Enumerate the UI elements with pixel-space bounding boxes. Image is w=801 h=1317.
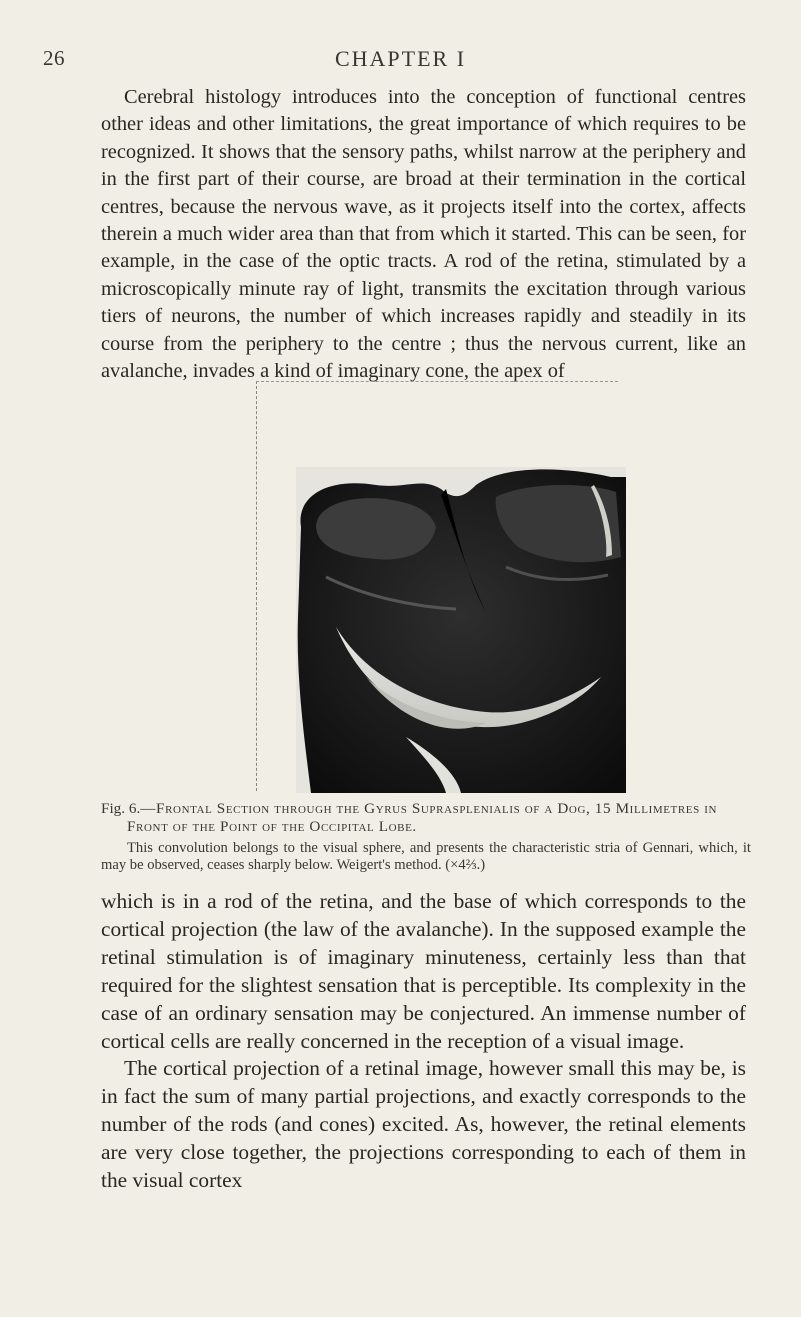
paragraph-2-3 (101, 888, 746, 1308)
caption-title (101, 800, 751, 837)
paragraph-3: The cortical projection of a retinal image, however small this may be, is in fact the sum of many partial projections, and exactly corresponds to the number of the rods (and cones) excited. As, however, the retinal elements are very close together, the projections corresponding to each of them in the visual cortex (101, 1056, 746, 1193)
page-number: 26 (43, 46, 65, 70)
running-head: CHAPTER I (334, 46, 467, 71)
paragraph-2: which is in a rod of the retina, and the base of which corresponds to the cortical projection (the law of the avalanche). In the supposed example the retinal stimulation is of imaginary minuteness, certainly less than that required for the slightest sensation that is perceptible. Its complexity in the case of an ordinary sensation may be conjectured. An immense number of cortical cells are really concerned in the reception of a visual image. (101, 889, 746, 1053)
paragraph-1: Cerebral histology introduces into the conception of functional centres other ideas and other limitations, the great importance of which requires to be recognized. It shows that the sensory paths, whilst narrow at the periphery and in the first part of their course, are broad at their termination in the cortical centres, because the nervous wave, as it projects itself into the cortex, affects therein a much wider area than that from which it started. This can be seen, for example, in the case of the optic tracts. A rod of the retina, stimulated by a microscopically minute ray of light, transmits the excitation through various tiers of neurons, the number of which increases rapidly and steadily in its course from the periphery to the centre ; thus the nervous current, like an avalanche, invades a kind of imaginary cone, the apex of (101, 86, 746, 383)
figure-label: Fig. 6. (101, 800, 141, 817)
page-header (0, 46, 801, 76)
brain-section-micrograph (256, 377, 630, 794)
figure-brain-section (256, 377, 630, 794)
figure-caption (101, 800, 751, 875)
caption-description: This convolution belongs to the visual sphere, and presents the characteristic stria of Gennari, which, it may be observed, ceases sharply below. Weigert's method. (×4⅔.) (101, 839, 751, 874)
figure-title: —Frontal Section through the Gyrus Suprasplenialis of a Dog, 15 Millimetres in Front of the Point of the Occipital Lobe. (127, 800, 718, 836)
